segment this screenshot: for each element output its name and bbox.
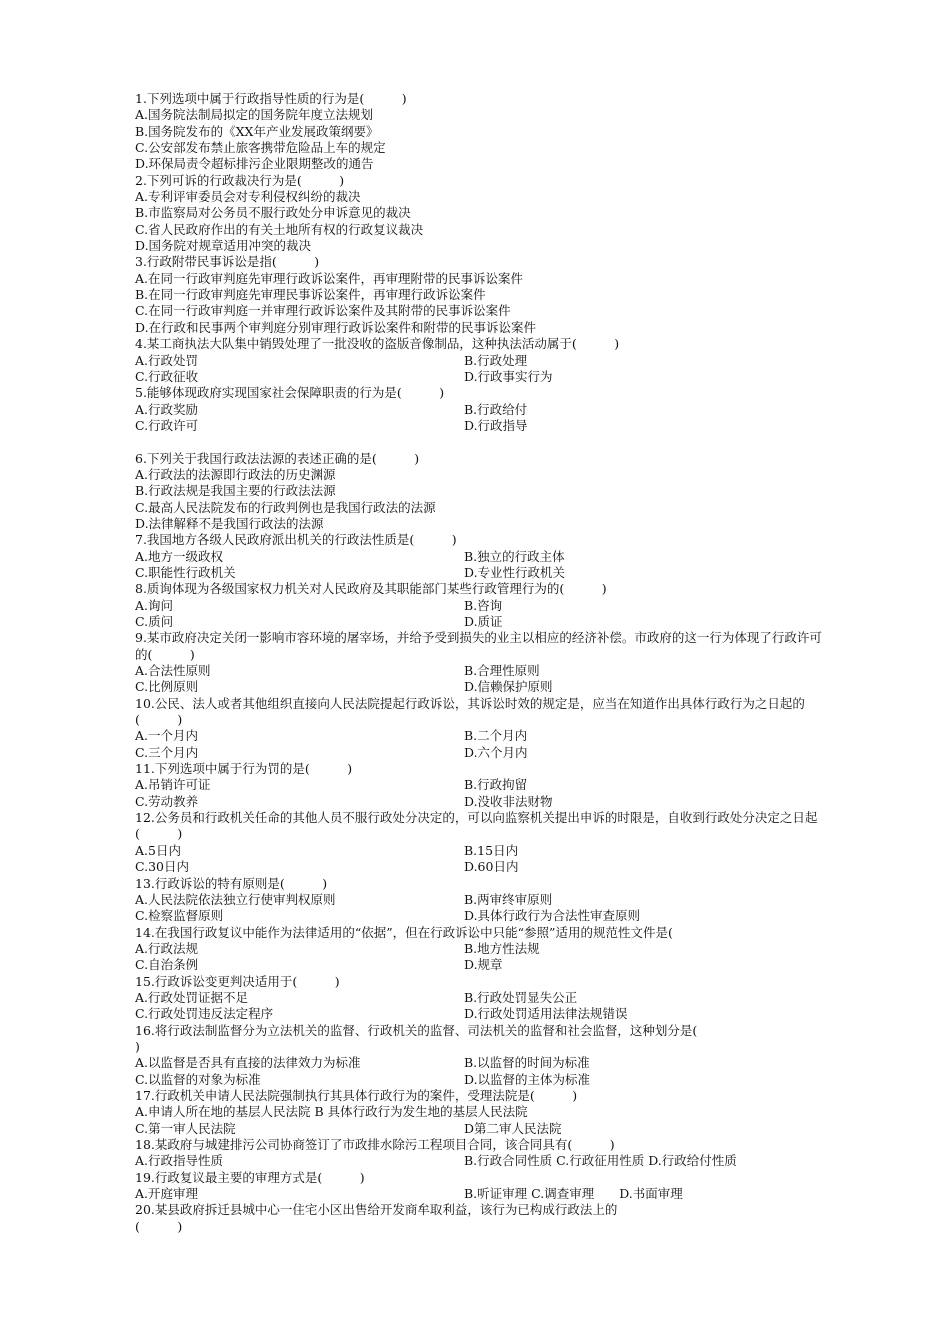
- option-row: [135, 1186, 825, 1202]
- option-right: D.行政事实行为: [464, 368, 553, 384]
- option-row: [135, 1055, 825, 1071]
- option-row: [135, 402, 825, 418]
- option-left: C.检察监督原则: [135, 908, 224, 924]
- option-right: D.没收非法财物: [464, 793, 553, 809]
- option-left: A.地方一级政权: [135, 548, 224, 564]
- option-line: B.行政法规是我国主要的行政法法源: [135, 483, 336, 499]
- option-right: D.六个月内: [464, 744, 528, 760]
- option-left: A.吊销许可证: [135, 777, 211, 793]
- option-row: [135, 663, 825, 679]
- option-line: B.在同一行政审判庭先审理民事诉讼案件，再审理行政诉讼案件: [135, 287, 486, 303]
- option-left: A.5日内: [135, 842, 181, 858]
- question-stem: 2.下列可诉的行政裁决行为是( ): [135, 172, 345, 188]
- option-right: D.行政处罚适用法律法规错误: [464, 1006, 628, 1022]
- option-left: C.三个月内: [135, 744, 199, 760]
- question-stem: 1.下列选项中属于行政指导性质的行为是( ): [135, 91, 407, 106]
- option-row: [135, 1121, 825, 1137]
- option-line: ): [135, 1038, 140, 1054]
- option-right: B.合理性原则: [464, 663, 540, 679]
- question-stem: 12.公务员和行政机关任命的其他人员不服行政处分决定的，可以向监察机关提出申诉的时限是，自收到行政处分决定之日起( ): [135, 810, 818, 842]
- option-right: B.行政处罚显失公正: [464, 989, 578, 1005]
- option-left: C.30日内: [135, 859, 189, 875]
- question-stem: 3.行政附带民事诉讼是指( ): [135, 254, 320, 270]
- option-row: [135, 1153, 825, 1169]
- question-stem: 11.下列选项中属于行为罚的是( ): [135, 761, 353, 777]
- option-right: B.听证审理 C.调查审理 D.书面审理: [464, 1186, 683, 1202]
- option-line: A.专利评审委员会对专利侵权纠纷的裁决: [135, 189, 361, 205]
- option-right: D.质证: [464, 614, 503, 629]
- option-left: C.行政征收: [135, 368, 199, 384]
- question-stem: 5.能够体现政府实现国家社会保障职责的行为是( ): [135, 385, 445, 401]
- option-line: ( ): [135, 1218, 183, 1234]
- option-right: D.规章: [464, 957, 503, 973]
- option-row: [135, 369, 825, 385]
- question-stem: 16.将行政法制监督分为立法机关的监督、行政机关的监督、司法机关的监督和社会监督，这种划分是(: [135, 1022, 698, 1038]
- option-left: C.职能性行政机关: [135, 564, 236, 580]
- option-line: D.在行政和民事两个审判庭分别审理行政诉讼案件和附带的民事诉讼案件: [135, 319, 537, 335]
- option-line: A.行政法的法源即行政法的历史渊源: [135, 466, 336, 482]
- option-line: C.最高人民法院发布的行政判例也是我国行政法的法源: [135, 499, 436, 515]
- option-row: [135, 957, 825, 973]
- option-right: B.地方性法规: [464, 940, 540, 956]
- option-row: [135, 565, 825, 581]
- option-line: C.公安部发布禁止旅客携带危险品上车的规定: [135, 140, 386, 156]
- question-stem: 8.质询体现为各级国家权力机关对人民政府及其职能部门某些行政管理行为的( ): [135, 581, 607, 597]
- question-stem: 20.某县政府拆迁县城中心一住宅小区出售给开发商牟取利益，该行为已构成行政法上的: [135, 1202, 618, 1218]
- option-left: A.行政指导性质: [135, 1153, 224, 1169]
- option-row: [135, 941, 825, 957]
- option-right: B.15日内: [464, 842, 519, 858]
- question-stem: 13.行政诉讼的特有原则是( ): [135, 875, 328, 891]
- option-left: A.行政法规: [135, 940, 199, 956]
- option-line: D.国务院对规章适用冲突的裁决: [135, 238, 312, 254]
- option-line: B.市监察局对公务员不服行政处分申诉意见的裁决: [135, 205, 411, 221]
- option-left: C.行政许可: [135, 417, 199, 433]
- option-row: [135, 679, 825, 695]
- option-row: [135, 1006, 825, 1022]
- option-left: A.行政处罚: [135, 352, 199, 368]
- option-left: A.行政奖励: [135, 401, 199, 417]
- option-left: C.自治条例: [135, 957, 199, 973]
- option-line: A.国务院法制局拟定的国务院年度立法规划: [135, 107, 374, 123]
- option-right: D.专业性行政机关: [464, 564, 566, 580]
- question-stem: 10.公民、法人或者其他组织直接向人民法院提起行政诉讼，其诉讼时效的规定是，应当在知道作出具体行政行为之日起的( ): [135, 695, 805, 728]
- option-line: D.环保局责令超标排污企业限期整改的通告: [135, 156, 374, 172]
- option-row: [135, 1072, 825, 1088]
- option-right: B.两审终审原则: [464, 891, 553, 907]
- option-right: B.咨询: [464, 597, 503, 613]
- option-right: D.以监督的主体为标准: [464, 1071, 591, 1087]
- option-right: B.二个月内: [464, 728, 528, 744]
- question-stem: 19.行政复议最主要的审理方式是( ): [135, 1169, 365, 1185]
- option-line: B.国务院发布的《XX年产业发展政策纲要》: [135, 123, 379, 139]
- option-line: A.申请人所在地的基层人民法院 B 具体行政行为发生地的基层人民法院: [135, 1104, 528, 1120]
- exam-document: [135, 91, 825, 1235]
- option-right: D.信赖保护原则: [464, 679, 553, 695]
- option-row: [135, 549, 825, 565]
- question-stem: 4.某工商执法大队集中销毁处理了一批没收的盗版音像制品，这种执法活动属于( ): [135, 336, 620, 352]
- option-right: B.行政给付: [464, 401, 528, 417]
- option-left: A.一个月内: [135, 728, 199, 744]
- option-left: A.询问: [135, 597, 174, 613]
- option-row: [135, 614, 825, 630]
- question-stem: 9.某市政府决定关闭一影响市容环境的屠宰场，并给予受到损失的业主以相应的经济补偿。市政府的这一行为体现了行政许可的( ): [135, 630, 822, 662]
- option-row: [135, 777, 825, 793]
- option-right: B.行政拘留: [464, 777, 528, 793]
- question-stem: 7.我国地方各级人民政府派出机关的行政法性质是( ): [135, 532, 457, 548]
- option-row: [135, 892, 825, 908]
- option-left: C.第一审人民法院: [135, 1120, 236, 1136]
- option-right: D.具体行政行为合法性审查原则: [464, 908, 641, 924]
- option-right: D第二审人民法院: [464, 1120, 562, 1136]
- option-right: B.以监督的时间为标准: [464, 1055, 590, 1071]
- option-line: C.省人民政府作出的有关土地所有权的行政复议裁决: [135, 221, 424, 237]
- option-left: C.行政处罚违反法定程序: [135, 1006, 274, 1022]
- option-line: A.在同一行政审判庭先审理行政诉讼案件，再审理附带的民事诉讼案件: [135, 270, 524, 286]
- question-stem: 14.在我国行政复议中能作为法律适用的“依据”，但在行政诉讼中只能“参照”适用的规范性文件是(: [135, 924, 673, 940]
- option-row: [135, 908, 825, 924]
- option-right: B.行政合同性质 C.行政征用性质 D.行政给付性质: [464, 1153, 737, 1169]
- option-left: A.行政处罚证据不足: [135, 989, 249, 1005]
- option-left: C.以监督的对象为标准: [135, 1071, 261, 1087]
- option-row: [135, 859, 825, 875]
- question-stem: 15.行政诉讼变更判决适用于( ): [135, 973, 340, 989]
- question-stem: 6.下列关于我国行政法法源的表述正确的是( ): [135, 450, 420, 466]
- question-stem: 18.某政府与城建排污公司协商签订了市政排水除污工程项目合同，该合同具有( ): [135, 1137, 615, 1152]
- option-row: [135, 794, 825, 810]
- option-row: [135, 843, 825, 859]
- option-right: D.60日内: [464, 859, 519, 875]
- option-right: B.独立的行政主体: [464, 548, 565, 564]
- option-right: B.行政处理: [464, 352, 528, 368]
- option-right: D.行政指导: [464, 417, 528, 433]
- blank-line: [135, 434, 825, 450]
- option-row: [135, 990, 825, 1006]
- option-left: C.比例原则: [135, 679, 199, 695]
- option-left: A.人民法院依法独立行使审判权原则: [135, 891, 336, 907]
- option-line: D.法律解释不是我国行政法的法源: [135, 515, 324, 531]
- option-row: [135, 598, 825, 614]
- option-left: A.合法性原则: [135, 663, 211, 679]
- question-stem: 17.行政机关申请人民法院强制执行其具体行政行为的案件，受理法院是( ): [135, 1087, 578, 1103]
- option-row: [135, 353, 825, 369]
- option-line: C.在同一行政审判庭一并审理行政诉讼案件及其附带的民事诉讼案件: [135, 303, 511, 319]
- option-left: A.以监督是否具有直接的法律效力为标准: [135, 1055, 361, 1071]
- option-left: A.开庭审理: [135, 1186, 199, 1202]
- option-left: C.质问: [135, 614, 174, 629]
- option-row: [135, 728, 825, 744]
- option-row: [135, 745, 825, 761]
- option-left: C.劳动教养: [135, 793, 199, 809]
- option-row: [135, 418, 825, 434]
